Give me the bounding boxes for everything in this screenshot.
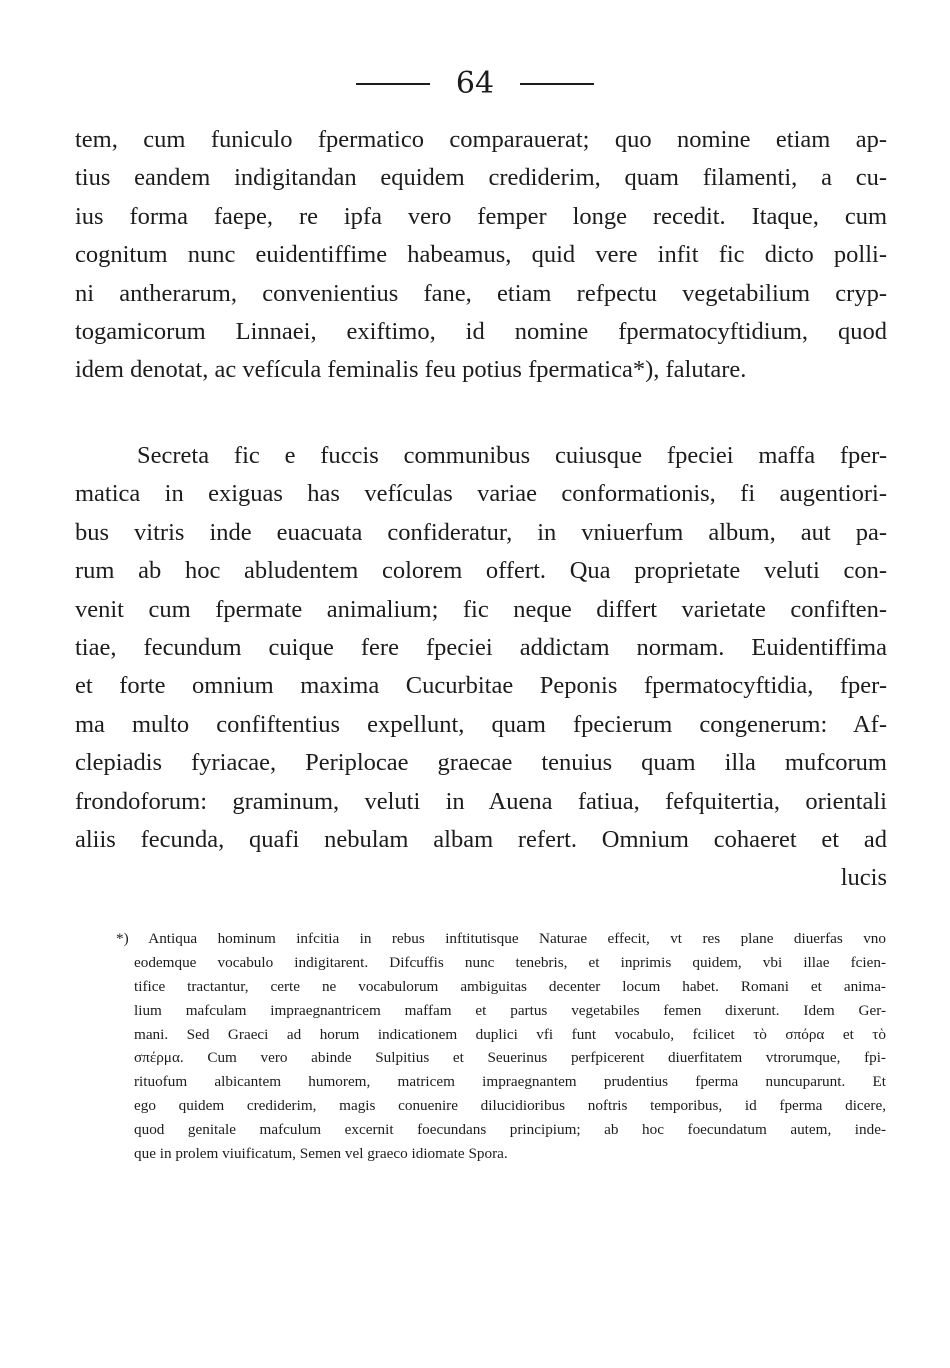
catchword: lucis [840, 864, 887, 892]
text-line: togamicorum Linnaei, exiftimo, id nomine fpermatocyftidium, quod [75, 317, 887, 345]
text-line: tem, cum funiculo fpermatico comparauerat; quo nomine etiam ap- [75, 126, 887, 153]
text-line: ius forma faepe, re ipfa vero femper longe recedit. Itaque, cum [75, 202, 887, 230]
page-header [0, 66, 950, 102]
page-number: 64 [455, 66, 495, 101]
footnote-line: que in prolem viuificatum, Semen vel graeco idiomate Spora. [134, 1145, 508, 1163]
footnote-line: lium mafculam impraegnantricem maffam et partus vegetabiles femen dixerunt. Idem Ger- [134, 1001, 886, 1019]
text-line: ma multo confiftentius expellunt, quam fpecierum congenerum: Af- [75, 710, 887, 738]
footnote-line: ego quidem crediderim, magis conuenire dilucidioribus noftris temporibus, id fperma dicere, [134, 1097, 886, 1115]
text-line: venit cum fpermate animalium; fic neque differt varietate confiften- [75, 595, 887, 623]
footnote-line: σπέρμα. Cum vero abinde Sulpitius et Seuerinus perfpicerent diuerfitatem vtrorumque, fpi- [134, 1049, 886, 1067]
text-line: tius eandem indigitandan equidem crediderim, quam filamenti, a cu- [75, 164, 887, 192]
header-rule-right [520, 83, 594, 85]
text-line: aliis fecunda, quafi nebulam albam refert. Omnium cohaeret et ad [75, 825, 887, 853]
text-line: cognitum nunc euidentiffime habeamus, quid vere infit fic dicto polli- [75, 241, 887, 269]
footnote [116, 927, 886, 1166]
paragraph-2 [75, 437, 887, 898]
footnote-line: rituofum albicantem humorem, matricem impraegnantem prudentius fperma nuncuparunt. Et [134, 1073, 886, 1091]
footnote-line: *) Antiqua hominum infcitia in rebus inftitutisque Naturae effecit, vt res plane diuerfas vno [116, 930, 886, 947]
header-rule-left [356, 83, 430, 85]
text-line: rum ab hoc abludentem colorem offert. Qua proprietate veluti con- [75, 557, 887, 585]
footnote-line: mani. Sed Graeci ad horum indicationem duplici vfi funt vocabulo, fcilicet τὸ σπόρα et τὸ [134, 1025, 886, 1043]
footnote-line: quod genitale mafculum excernit foecundans principium; ab hoc foecundatum autem, inde- [134, 1121, 886, 1139]
text-line: clepiadis fyriacae, Periplocae graecae tenuius quam illa mufcorum [75, 749, 887, 777]
text-line: et forte omnium maxima Cucurbitae Peponis fpermatocyftidia, fper- [75, 672, 887, 700]
text-line: bus vitris inde euacuata confideratur, in vniuerfum album, aut pa- [75, 518, 887, 546]
paragraph-1 [75, 121, 887, 390]
text-line: Secreta fic e fuccis communibus cuiusque fpeciei maffa fper- [137, 442, 887, 469]
text-line: matica in exiguas has vefículas variae conformationis, fi augentiori- [75, 480, 887, 508]
text-line: idem denotat, ac vefícula feminalis feu potius fpermatica*), falutare. [75, 356, 747, 384]
text-line: frondoforum: graminum, veluti in Auena fatiua, fefquitertia, orientali [75, 787, 887, 815]
footnote-line: tifice tractantur, certe ne vocabulorum ambiguitas decenter locum habet. Romani et anima- [134, 977, 886, 995]
text-line: tiae, fecundum cuique fere fpeciei addictam normam. Euidentiffima [75, 633, 887, 661]
text-line: ni antherarum, convenientius fane, etiam refpectu vegetabilium cryp- [75, 279, 887, 307]
footnote-line: eodemque vocabulo indigitarent. Difcuffis nunc tenebris, et inprimis quidem, vbi illae fcien- [134, 953, 886, 971]
